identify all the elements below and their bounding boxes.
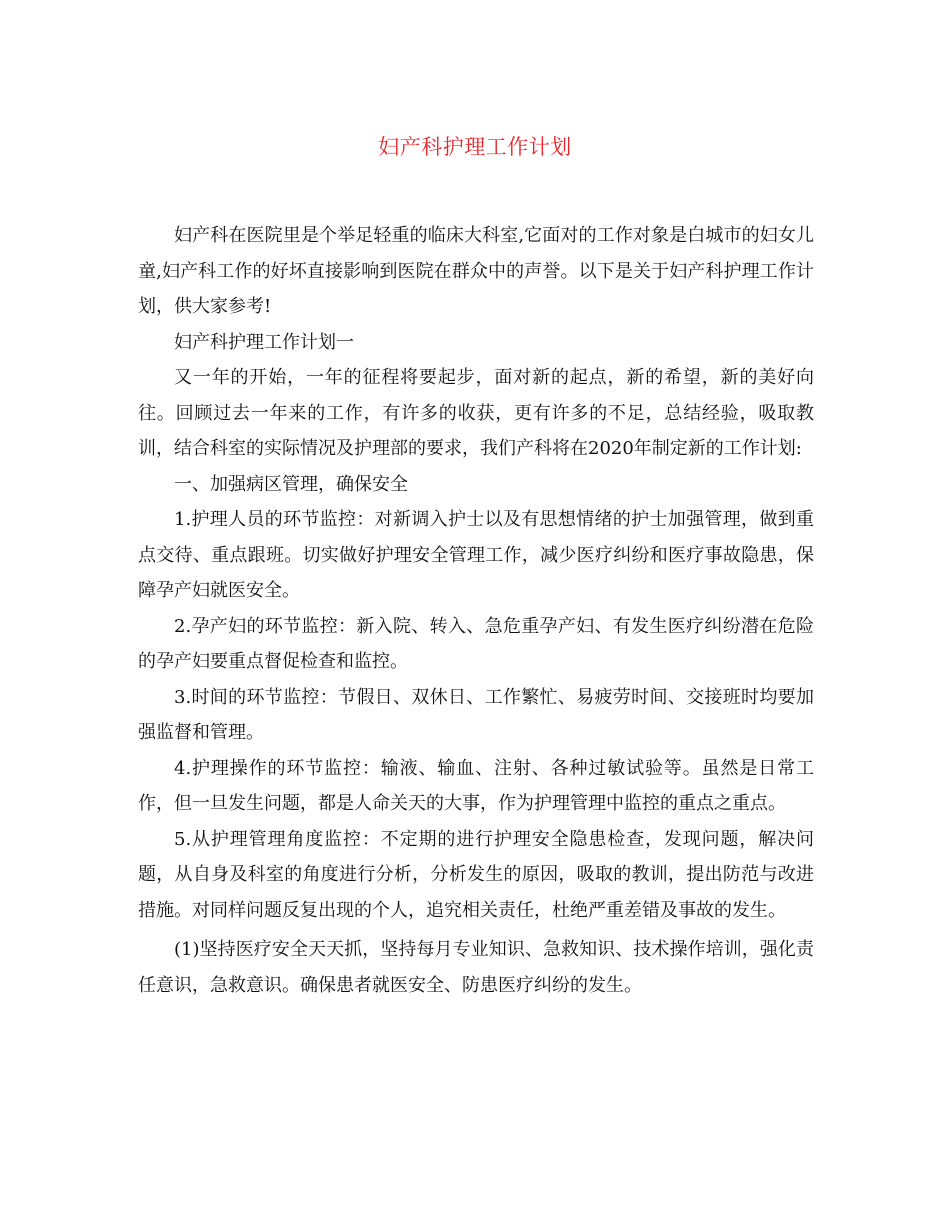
- intro-paragraph: 妇产科在医院里是个举足轻重的临床大科室,它面对的工作对象是白城市的妇女儿童,妇产科工作的好坏直接影响到医院在群众中的声誉。以下是关于妇产科护理工作计划，供大家参考!: [138, 225, 814, 317]
- item-2-paragraph: 2.孕产妇的环节监控：新入院、转入、急危重孕产妇、有发生医疗纠纷潜在危险的孕产妇要重点督促检查和监控。: [138, 615, 814, 672]
- plan-heading: 妇产科护理工作计划一: [174, 331, 354, 353]
- item-3-paragraph: 3.时间的环节监控：节假日、双休日、工作繁忙、易疲劳时间、交接班时均要加强监督和管理。: [138, 686, 814, 743]
- section-heading: 一、加强病区管理，确保安全: [174, 473, 408, 495]
- opening-paragraph: 又一年的开始，一年的征程将要起步，面对新的起点，新的希望，新的美好向往。回顾过去一年来的工作，有许多的收获，更有许多的不足，总结经验，吸取教训，结合科室的实际情况及护理部的要求，我们产科将在2020年制定新的工作计划:: [138, 367, 814, 459]
- subitem-1-paragraph: (1)坚持医疗安全天天抓，坚持每月专业知识、急救知识、技术操作培训，强化责任意识，急救意识。确保患者就医安全、防患医疗纠纷的发生。: [138, 939, 814, 996]
- item-4-paragraph: 4.护理操作的环节监控：输液、输血、注射、各种过敏试验等。虽然是日常工作，但一旦发生问题，都是人命关天的大事，作为护理管理中监控的重点之重点。: [138, 757, 814, 814]
- document-body: [138, 218, 814, 1003]
- document-title: 妇产科护理工作计划: [378, 135, 572, 159]
- item-1-paragraph: 1.护理人员的环节监控：对新调入护士以及有思想情绪的护士加强管理，做到重点交待、重点跟班。切实做好护理安全管理工作，减少医疗纠纷和医疗事故隐患，保障孕产妇就医安全。: [138, 509, 814, 601]
- item-5-paragraph: 5.从护理管理角度监控：不定期的进行护理安全隐患检查，发现问题，解决问题，从自身及科室的角度进行分析，分析发生的原因，吸取的教训，提出防范与改进措施。对同样问题反复出现的个人，追究相关责任，杜绝严重差错及事故的发生。: [138, 828, 814, 921]
